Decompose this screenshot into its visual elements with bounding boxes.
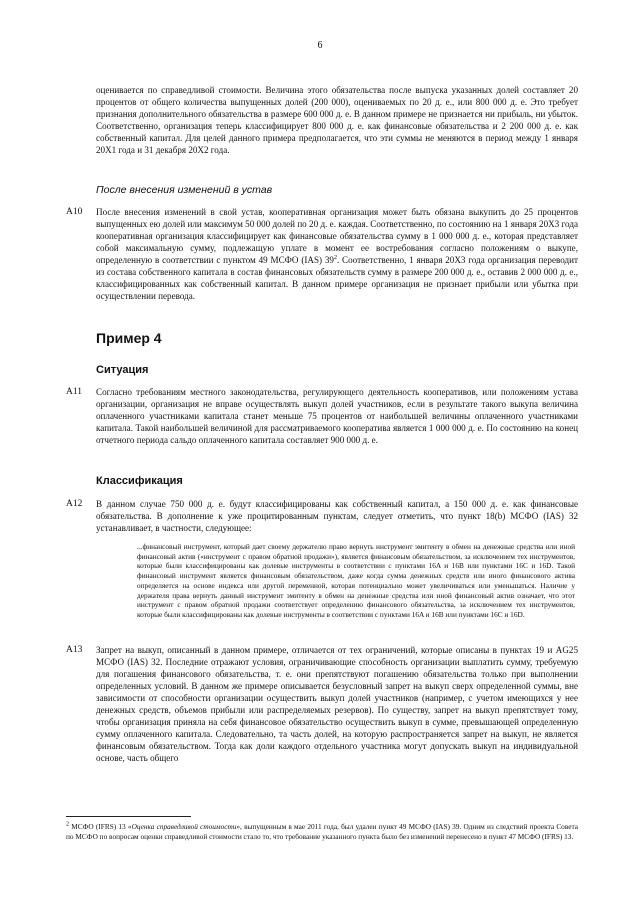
classification-heading: Классификация <box>96 475 183 487</box>
footnote-text-end: », выпущенным в мае 2011 года, был удален пункт 49 МСФО (IAS) 39. Одним из следствий проекта Совета по МСФО по вопросам оценки справедливой стоимости стало то, что требование указанного пункта было без изменений перенесено в пункт 47 МСФО (IFRS) 13. <box>66 822 578 841</box>
footnote-ref: 2 <box>333 254 337 261</box>
para-number-a10: A10 <box>66 207 83 217</box>
footnote-standard-title: Оценка справедливой стоимости <box>131 822 237 831</box>
footnote-text-start: МСФО (IFRS) 13 « <box>69 822 132 831</box>
paragraph-a11: Согласно требованиям местного законодательства, регулирующего деятельность кооперативов, или положениям устава организации, организация не вправе осуществлять выкуп долей участников, если в результате такого выкупа величина оплаченного участниками капитала станет меньше 75 процентов от наибольшей величины оплаченного участниками капитала. Такой наибольшей величиной для рассматриваемого кооператива является 1 000 000 д. е. По состоянию на конец отчетного периода сальдо оплаченного капитала составляет 900 000 д. е. <box>96 387 578 445</box>
paragraph-a12: В данном случае 750 000 д. е. будут классифицированы как собственный капитал, а 150 000 д. е. как финансовые обязательства. В дополнение к уже процитированным пунктам, следует отметить, что пункт 18(b) МСФО (IAS) 32 устанавливает, в частности, следующее: <box>96 499 578 533</box>
para-number-a12: A12 <box>66 499 83 509</box>
example-heading: Пример 4 <box>96 330 162 346</box>
footnote <box>66 822 578 841</box>
block-quote: ...финансовый инструмент, который дает своему держателю право вернуть инструмент эмитенту в обмен на денежные средства или иной финансовый актив («инструмент с правом обратной продажи»), является финансовым обязательством, за исключением тех инструментов, которые были классифицированы как долевые инструменты в соответствии с пунктами 16A и 16B или пунктами 16C и 16D. Такой финансовый инструмент является финансовым обязательством, даже когда сумма денежных средств или иного финансового актива определяется на основе индекса или другой переменной, которая потенциально может увеличиваться или уменьшаться. Наличие у держателя права вернуть данный инструмент эмитенту в обмен на денежные средства или иной финансовый актив означает, что этот инструмент с правом обратной продажи соответствует определению финансового обязательства, за исключением тех инструментов, которые были классифицированы как долевые инструменты в соответствии с пунктами 16A и 16B или пунктами 16C и 16D. <box>137 542 575 619</box>
footnote-marker: 2 <box>66 821 69 828</box>
para-number-a13: A13 <box>66 645 83 655</box>
paragraph-a13: Запрет на выкуп, описанный в данном примере, отличается от тех ограничений, которые описаны в пунктах 19 и AG25 МСФО (IAS) 32. Последние отражают условия, ограничивающие способность организации выплатить сумму, требуемую для погашения финансового обязательства, т. е. они препятствуют погашению обязательства только при выполнении определенных условий. В данном же примере описывается безусловный запрет на выкуп сверх определенной суммы, вне зависимости от способности организации осуществить выкуп долей участников (например, с учетом имеющихся у нее денежных средств, объемов прибыли или распределяемых резервов). По существу, запрет на выкуп препятствует тому, чтобы организация приняла на себя финансовое обязательство осуществить выкуп в сумме, превышающей определенную сумму оплаченного капитала. Следовательно, та часть долей, на которую распространяется запрет на выкуп, не является финансовым обязательством. Тогда как доли каждого отдельного участника могут допускать выкуп на индивидуальной основе, часть общего <box>96 645 578 763</box>
a10-text-rest: . Соответственно, 1 января 20X3 года организация переводит из состава собственного капитала в состав финансовых обязательств сумму в размере 200 000 д. е., оставив 2 000 000 д. е., классифицированных как собственный капитал. В данном примере организация не признает прибыли или убытка при осуществлении перевода. <box>96 255 578 301</box>
situation-heading: Ситуация <box>96 364 149 376</box>
page-number: 6 <box>317 40 323 51</box>
paragraph-a10 <box>96 206 578 302</box>
subheading-after-changes: После внесения изменений в устав <box>96 184 273 196</box>
footnote-divider <box>66 816 191 817</box>
intro-paragraph: оценивается по справедливой стоимости. Величина этого обязательства после выпуска указанных долей составляет 20 процентов от общего количества выпущенных долей (200 000), оцениваемых по 20 д. е., или 800 000 д. е. Это требует признания дополнительного обязательства в размере 600 000 д. е. В данном примере не признается ни прибыль, ни убыток. Соответственно, организация теперь классифицирует 800 000 д. е. как финансовые обязательства и 2 200 000 д. е. как собственный капитал. Для целей данного примера предполагается, что эти суммы не меняются в период между 1 января 20X1 года и 31 декабря 20X2 года. <box>96 85 578 155</box>
a10-text-main: После внесения изменений в свой устав, кооперативная организация может быть обязана выкупить до 25 процентов выпущенных ею долей или максимум 50 000 долей по 20 д. е. каждая. Соответственно, по состоянию на 1 января 20X3 года кооперативная организация классифицирует как финансовые обязательства сумму в 1 000 000 д. е., которая представляет собой максимальную сумму, подлежащую уплате в момент ее востребования согласно положениям о выкупе, определенную в соответствии с пунктом 49 МСФО (IAS) 39 <box>96 207 578 265</box>
para-number-a11: A11 <box>66 387 83 397</box>
